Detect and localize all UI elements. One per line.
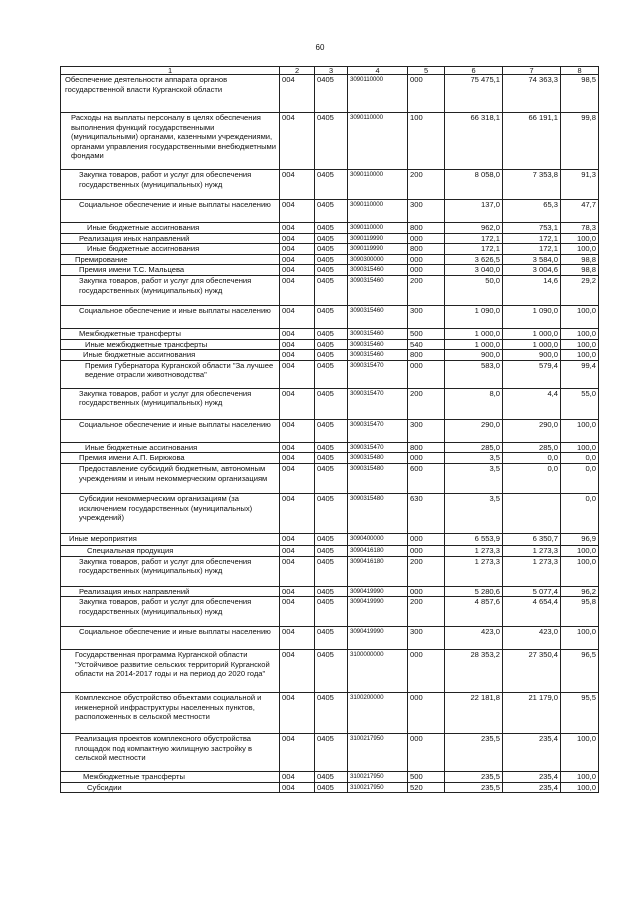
row-ministry-code: 004 [280, 463, 315, 493]
row-expense-type: 500 [408, 772, 445, 783]
row-planned: 4 857,6 [445, 597, 503, 627]
row-planned: 1 273,3 [445, 545, 503, 556]
row-percent: 0,0 [561, 453, 599, 464]
row-expense-type: 300 [408, 419, 445, 442]
row-target-code: 3090400000 [348, 533, 408, 545]
row-name: Закупка товаров, работ и услуг для обеспечения государственных (муниципальных) нужд [61, 388, 280, 419]
table-row [61, 113, 599, 170]
row-name: Специальная продукция [61, 545, 280, 556]
row-name: Закупка товаров, работ и услуг для обеспечения государственных (муниципальных) нужд [61, 170, 280, 200]
row-ministry-code: 004 [280, 265, 315, 276]
row-section-code: 0405 [315, 650, 348, 693]
row-name: Государственная программа Курганской области "Устойчивое развитие сельских территорий Курганской области на 2014-2017 годы и на период до 2020 года" [61, 650, 280, 693]
row-section-code: 0405 [315, 772, 348, 783]
row-executed: 900,0 [503, 350, 561, 361]
row-expense-type: 300 [408, 627, 445, 650]
column-header: 7 [503, 67, 561, 75]
row-planned: 235,5 [445, 772, 503, 783]
table-row [61, 734, 599, 772]
row-target-code: 3090110000 [348, 200, 408, 223]
row-percent: 0,0 [561, 493, 599, 533]
row-section-code: 0405 [315, 75, 348, 113]
row-target-code: 3090315470 [348, 360, 408, 388]
row-target-code: 3090110000 [348, 170, 408, 200]
row-section-code: 0405 [315, 223, 348, 234]
table-row [61, 586, 599, 597]
row-percent: 100,0 [561, 233, 599, 244]
row-executed: 172,1 [503, 244, 561, 255]
row-section-code: 0405 [315, 597, 348, 627]
row-percent: 100,0 [561, 305, 599, 328]
row-executed: 285,0 [503, 442, 561, 453]
row-section-code: 0405 [315, 545, 348, 556]
row-section-code: 0405 [315, 734, 348, 772]
row-expense-type: 000 [408, 233, 445, 244]
row-ministry-code: 004 [280, 170, 315, 200]
row-section-code: 0405 [315, 463, 348, 493]
budget-table [60, 66, 599, 793]
column-header: 3 [315, 67, 348, 75]
row-target-code: 3090315470 [348, 419, 408, 442]
row-planned: 3 626,5 [445, 254, 503, 265]
row-section-code: 0405 [315, 328, 348, 339]
row-planned: 900,0 [445, 350, 503, 361]
table-row [61, 533, 599, 545]
row-name: Комплексное обустройство объектами социальной и инженерной инфраструктуры населенных пунктов, расположенных в сельской местности [61, 693, 280, 734]
table-row [61, 275, 599, 305]
row-name: Социальное обеспечение и иные выплаты населению [61, 305, 280, 328]
row-expense-type: 520 [408, 782, 445, 793]
row-expense-type: 200 [408, 597, 445, 627]
row-planned: 75 475,1 [445, 75, 503, 113]
table-row [61, 442, 599, 453]
table-row [61, 244, 599, 255]
row-percent: 95,5 [561, 693, 599, 734]
row-expense-type: 000 [408, 650, 445, 693]
row-planned: 3,5 [445, 463, 503, 493]
row-ministry-code: 004 [280, 200, 315, 223]
row-expense-type: 200 [408, 388, 445, 419]
row-ministry-code: 004 [280, 453, 315, 464]
row-name: Закупка товаров, работ и услуг для обеспечения государственных (муниципальных) нужд [61, 597, 280, 627]
table-row [61, 265, 599, 276]
row-section-code: 0405 [315, 350, 348, 361]
row-name: Субсидии некоммерческим организациям (за исключением государственных (муниципальных) учреждений) [61, 493, 280, 533]
table-row [61, 650, 599, 693]
row-ministry-code: 004 [280, 782, 315, 793]
row-ministry-code: 004 [280, 350, 315, 361]
column-header: 2 [280, 67, 315, 75]
row-percent: 100,0 [561, 244, 599, 255]
row-target-code: 3090315460 [348, 328, 408, 339]
row-ministry-code: 004 [280, 650, 315, 693]
row-section-code: 0405 [315, 339, 348, 350]
row-target-code: 3090315480 [348, 453, 408, 464]
row-executed: 423,0 [503, 627, 561, 650]
row-percent: 100,0 [561, 782, 599, 793]
row-ministry-code: 004 [280, 339, 315, 350]
row-percent: 98,8 [561, 265, 599, 276]
table-row [61, 782, 599, 793]
row-executed: 172,1 [503, 233, 561, 244]
row-section-code: 0405 [315, 533, 348, 545]
row-name: Межбюджетные трансферты [61, 772, 280, 783]
row-ministry-code: 004 [280, 734, 315, 772]
column-header: 8 [561, 67, 599, 75]
row-planned: 172,1 [445, 233, 503, 244]
row-name: Премия имени А.П. Бирюкова [61, 453, 280, 464]
row-target-code: 3090416180 [348, 556, 408, 586]
row-executed: 4 654,4 [503, 597, 561, 627]
row-executed: 0,0 [503, 453, 561, 464]
row-ministry-code: 004 [280, 545, 315, 556]
row-executed: 5 077,4 [503, 586, 561, 597]
row-planned: 235,5 [445, 734, 503, 772]
row-ministry-code: 004 [280, 388, 315, 419]
row-percent: 29,2 [561, 275, 599, 305]
row-name: Межбюджетные трансферты [61, 328, 280, 339]
row-ministry-code: 004 [280, 244, 315, 255]
table-row [61, 693, 599, 734]
row-target-code: 3090315460 [348, 265, 408, 276]
row-expense-type: 000 [408, 360, 445, 388]
row-planned: 66 318,1 [445, 113, 503, 170]
row-expense-type: 000 [408, 693, 445, 734]
row-executed: 1 090,0 [503, 305, 561, 328]
row-executed: 235,4 [503, 782, 561, 793]
row-ministry-code: 004 [280, 113, 315, 170]
table-row [61, 388, 599, 419]
row-percent: 100,0 [561, 556, 599, 586]
row-expense-type: 100 [408, 113, 445, 170]
row-planned: 6 553,9 [445, 533, 503, 545]
row-target-code: 3090419990 [348, 597, 408, 627]
row-target-code: 3100217950 [348, 782, 408, 793]
row-ministry-code: 004 [280, 493, 315, 533]
row-executed: 21 179,0 [503, 693, 561, 734]
row-percent: 100,0 [561, 772, 599, 783]
row-section-code: 0405 [315, 233, 348, 244]
row-percent: 100,0 [561, 545, 599, 556]
row-section-code: 0405 [315, 305, 348, 328]
row-planned: 3,5 [445, 453, 503, 464]
row-target-code: 3090300000 [348, 254, 408, 265]
row-percent: 99,8 [561, 113, 599, 170]
row-executed: 1 273,3 [503, 556, 561, 586]
row-name: Иные бюджетные ассигнования [61, 223, 280, 234]
row-executed [503, 493, 561, 533]
row-planned: 423,0 [445, 627, 503, 650]
row-section-code: 0405 [315, 360, 348, 388]
row-percent: 98,5 [561, 75, 599, 113]
row-name: Иные межбюджетные трансферты [61, 339, 280, 350]
row-target-code: 3090315480 [348, 463, 408, 493]
row-expense-type: 300 [408, 200, 445, 223]
row-ministry-code: 004 [280, 772, 315, 783]
row-expense-type: 800 [408, 350, 445, 361]
row-target-code: 3090110000 [348, 75, 408, 113]
row-percent: 91,3 [561, 170, 599, 200]
row-executed: 74 363,3 [503, 75, 561, 113]
row-section-code: 0405 [315, 244, 348, 255]
row-percent: 96,2 [561, 586, 599, 597]
row-section-code: 0405 [315, 254, 348, 265]
row-section-code: 0405 [315, 200, 348, 223]
row-name: Премирование [61, 254, 280, 265]
row-executed: 66 191,1 [503, 113, 561, 170]
table-row [61, 627, 599, 650]
row-executed: 6 350,7 [503, 533, 561, 545]
row-executed: 1 000,0 [503, 328, 561, 339]
row-expense-type: 000 [408, 254, 445, 265]
row-ministry-code: 004 [280, 627, 315, 650]
row-planned: 1 000,0 [445, 328, 503, 339]
row-name: Иные мероприятия [61, 533, 280, 545]
row-section-code: 0405 [315, 170, 348, 200]
row-expense-type: 600 [408, 463, 445, 493]
row-target-code: 3090315460 [348, 339, 408, 350]
table-header-row [61, 67, 599, 75]
row-executed: 753,1 [503, 223, 561, 234]
row-percent: 78,3 [561, 223, 599, 234]
table-row [61, 772, 599, 783]
row-target-code: 3090110000 [348, 223, 408, 234]
table-row [61, 200, 599, 223]
row-section-code: 0405 [315, 782, 348, 793]
row-target-code: 3090315470 [348, 388, 408, 419]
row-executed: 235,4 [503, 772, 561, 783]
row-planned: 235,5 [445, 782, 503, 793]
row-target-code: 3090315470 [348, 442, 408, 453]
row-percent: 55,0 [561, 388, 599, 419]
row-name: Иные бюджетные ассигнования [61, 244, 280, 255]
row-executed: 1 000,0 [503, 339, 561, 350]
row-percent: 100,0 [561, 419, 599, 442]
row-expense-type: 000 [408, 586, 445, 597]
row-name: Социальное обеспечение и иные выплаты населению [61, 200, 280, 223]
row-planned: 1 273,3 [445, 556, 503, 586]
column-header: 6 [445, 67, 503, 75]
row-percent: 0,0 [561, 463, 599, 493]
row-name: Обеспечение деятельности аппарата органов государственной власти Курганской области [61, 75, 280, 113]
row-executed: 235,4 [503, 734, 561, 772]
row-planned: 5 280,6 [445, 586, 503, 597]
row-name: Субсидии [61, 782, 280, 793]
row-section-code: 0405 [315, 442, 348, 453]
row-executed: 14,6 [503, 275, 561, 305]
row-name: Закупка товаров, работ и услуг для обеспечения государственных (муниципальных) нужд [61, 556, 280, 586]
row-ministry-code: 004 [280, 254, 315, 265]
row-planned: 1 090,0 [445, 305, 503, 328]
row-planned: 50,0 [445, 275, 503, 305]
row-target-code: 3090315480 [348, 493, 408, 533]
row-executed: 579,4 [503, 360, 561, 388]
row-name: Реализация иных направлений [61, 586, 280, 597]
row-planned: 583,0 [445, 360, 503, 388]
row-name: Премия имени Т.С. Мальцева [61, 265, 280, 276]
row-expense-type: 800 [408, 244, 445, 255]
row-expense-type: 000 [408, 545, 445, 556]
row-percent: 96,9 [561, 533, 599, 545]
row-target-code: 3090110000 [348, 113, 408, 170]
row-expense-type: 000 [408, 453, 445, 464]
column-header: 4 [348, 67, 408, 75]
column-header: 1 [61, 67, 280, 75]
row-target-code: 3100200000 [348, 693, 408, 734]
table-row [61, 305, 599, 328]
row-expense-type: 630 [408, 493, 445, 533]
row-section-code: 0405 [315, 693, 348, 734]
row-percent: 47,7 [561, 200, 599, 223]
table-row [61, 75, 599, 113]
row-target-code: 3090315460 [348, 350, 408, 361]
row-expense-type: 000 [408, 75, 445, 113]
row-percent: 100,0 [561, 442, 599, 453]
row-percent: 98,8 [561, 254, 599, 265]
row-executed: 65,3 [503, 200, 561, 223]
table-row [61, 328, 599, 339]
row-section-code: 0405 [315, 419, 348, 442]
row-target-code: 3090119990 [348, 244, 408, 255]
row-ministry-code: 004 [280, 305, 315, 328]
row-ministry-code: 004 [280, 693, 315, 734]
row-expense-type: 800 [408, 223, 445, 234]
row-section-code: 0405 [315, 627, 348, 650]
row-planned: 8 058,0 [445, 170, 503, 200]
row-executed: 290,0 [503, 419, 561, 442]
table-row [61, 223, 599, 234]
row-expense-type: 200 [408, 170, 445, 200]
row-target-code: 3100217950 [348, 772, 408, 783]
row-planned: 172,1 [445, 244, 503, 255]
row-section-code: 0405 [315, 453, 348, 464]
table-row [61, 597, 599, 627]
row-target-code: 3090419990 [348, 586, 408, 597]
row-target-code: 3090119990 [348, 233, 408, 244]
row-expense-type: 000 [408, 734, 445, 772]
row-expense-type: 500 [408, 328, 445, 339]
table-row [61, 419, 599, 442]
row-ministry-code: 004 [280, 586, 315, 597]
row-section-code: 0405 [315, 275, 348, 305]
row-planned: 285,0 [445, 442, 503, 453]
table-row [61, 170, 599, 200]
row-target-code: 3090315460 [348, 275, 408, 305]
row-ministry-code: 004 [280, 442, 315, 453]
row-section-code: 0405 [315, 586, 348, 597]
row-name: Закупка товаров, работ и услуг для обеспечения государственных (муниципальных) нужд [61, 275, 280, 305]
row-expense-type: 300 [408, 305, 445, 328]
row-target-code: 3090419990 [348, 627, 408, 650]
row-percent: 100,0 [561, 339, 599, 350]
row-section-code: 0405 [315, 556, 348, 586]
row-name: Социальное обеспечение и иные выплаты населению [61, 627, 280, 650]
row-planned: 962,0 [445, 223, 503, 234]
row-executed: 3 584,0 [503, 254, 561, 265]
row-ministry-code: 004 [280, 597, 315, 627]
row-target-code: 3090416180 [348, 545, 408, 556]
row-ministry-code: 004 [280, 556, 315, 586]
row-planned: 3 040,0 [445, 265, 503, 276]
row-planned: 137,0 [445, 200, 503, 223]
table-row [61, 463, 599, 493]
table-row [61, 350, 599, 361]
row-percent: 100,0 [561, 328, 599, 339]
row-executed: 3 004,6 [503, 265, 561, 276]
row-name: Иные бюджетные ассигнования [61, 442, 280, 453]
row-executed: 27 350,4 [503, 650, 561, 693]
row-executed: 4,4 [503, 388, 561, 419]
row-percent: 95,8 [561, 597, 599, 627]
row-name: Социальное обеспечение и иные выплаты населению [61, 419, 280, 442]
row-planned: 8,0 [445, 388, 503, 419]
row-name: Предоставление субсидий бюджетным, автономным учреждениям и иным некоммерческим организациям [61, 463, 280, 493]
row-expense-type: 000 [408, 265, 445, 276]
row-ministry-code: 004 [280, 533, 315, 545]
table-row [61, 556, 599, 586]
row-ministry-code: 004 [280, 360, 315, 388]
table-row [61, 453, 599, 464]
row-name: Иные бюджетные ассигнования [61, 350, 280, 361]
page-number: 60 [315, 43, 325, 52]
row-ministry-code: 004 [280, 233, 315, 244]
row-executed: 1 273,3 [503, 545, 561, 556]
row-planned: 22 181,8 [445, 693, 503, 734]
row-name: Реализация проектов комплексного обустройства площадок под компактную жилищную застройку в сельской местности [61, 734, 280, 772]
row-ministry-code: 004 [280, 328, 315, 339]
row-percent: 99,4 [561, 360, 599, 388]
row-target-code: 3100000000 [348, 650, 408, 693]
column-header: 5 [408, 67, 445, 75]
row-section-code: 0405 [315, 388, 348, 419]
row-name: Расходы на выплаты персоналу в целях обеспечения выполнения функций государственными (муниципальными) органами, казенными учреждениями, органами управления государственными внебюджетными фондами [61, 113, 280, 170]
table-row [61, 360, 599, 388]
row-ministry-code: 004 [280, 275, 315, 305]
table-row [61, 545, 599, 556]
row-percent: 100,0 [561, 350, 599, 361]
row-section-code: 0405 [315, 113, 348, 170]
row-expense-type: 200 [408, 275, 445, 305]
row-name: Реализация иных направлений [61, 233, 280, 244]
row-expense-type: 540 [408, 339, 445, 350]
row-ministry-code: 004 [280, 223, 315, 234]
row-ministry-code: 004 [280, 419, 315, 442]
row-executed: 7 353,8 [503, 170, 561, 200]
row-planned: 1 000,0 [445, 339, 503, 350]
table-row [61, 493, 599, 533]
row-section-code: 0405 [315, 493, 348, 533]
table-row [61, 339, 599, 350]
row-target-code: 3090315460 [348, 305, 408, 328]
row-percent: 100,0 [561, 627, 599, 650]
table-row [61, 233, 599, 244]
row-percent: 100,0 [561, 734, 599, 772]
row-target-code: 3100217950 [348, 734, 408, 772]
row-expense-type: 200 [408, 556, 445, 586]
row-section-code: 0405 [315, 265, 348, 276]
row-name: Премия Губернатора Курганской области "За лучшее ведение отрасли животноводства" [61, 360, 280, 388]
row-executed: 0,0 [503, 463, 561, 493]
row-expense-type: 000 [408, 533, 445, 545]
row-ministry-code: 004 [280, 75, 315, 113]
row-expense-type: 800 [408, 442, 445, 453]
table-row [61, 254, 599, 265]
row-planned: 28 353,2 [445, 650, 503, 693]
row-planned: 290,0 [445, 419, 503, 442]
row-percent: 96,5 [561, 650, 599, 693]
row-planned: 3,5 [445, 493, 503, 533]
